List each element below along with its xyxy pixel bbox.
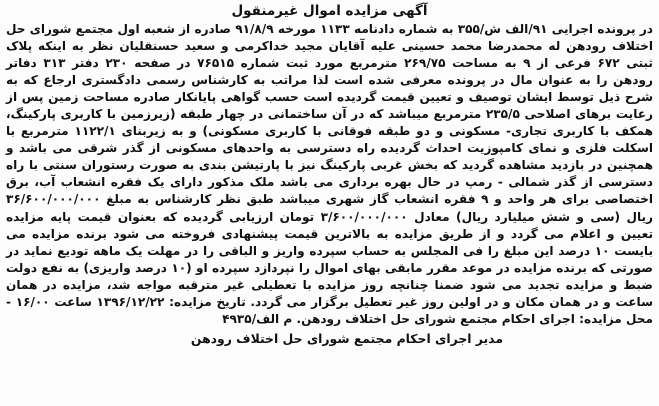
notice-body: در پرونده اجرایی ۹۱/الف ش/۳۵۵ به شماره دادنامه ۱۱۳۳ مورخه ۹۱/۸/۹ صادره از شعبه اول مجتمع شورای حل اختلاف رودهن له محمدرضا محمد حسینی علیه آقایان مجید خداکرمی و سعید حسنقلیان نظر به اینکه پلاک ثبتی ۶۷۲ فرعی از ۹ به مساحت ۲۶۹/۷۵ مترمربع مورد ثبت شماره ۷۶۵۱۵ در صفحه ۲۳۰ دفتر ۳۱۳ دفاتر رودهن را به عنوان مال در پرونده معرفی شده است لذا مراتب به کارشناس رسمی دادگستری ارجاع که به شرح ذیل توسط ایشان توصیف و تعیین قیمت گردیده است حسب گواهی پایانکار صادره مساحت زمین پس از رعایت برهای اصلاحی ۲۳۵/۵ مترمربع میباشد که در آن ساختمانی در چهار طبقه (زیرزمین با کاربری پارکینگ، همکف با کاربری تجاری- مسکونی و دو طبقه فوقانی با کاربری مسکونی) و به زیربنای ۱۱۲۲/۱ مترمربع با اسکلت فلزی و نمای کامپوزیت احداث گردیده راه دسترسی به واحدهای مسکونی از گذر شرقی می باشد و همچنین در بازدید مشاهده گردید که بخش غربی پارکینگ نیز با پارتیشن بندی به صورت رستوران سنتی با راه دسترسی از گذر شمالی - رمپ در حال بهره برداری می باشد ملک مذکور دارای یک فقره انشعاب آب، برق اختصاصی برای هر واحد و ۹ فقره انشعاب گاز شهری میباشد طبق نظر کارشناس به مبلغ ۳۶/۶۰۰/۰۰۰/۰۰۰ ریال (سی و شش میلیارد ریال) معادل ۳/۶۰۰/۰۰۰/۰۰۰ تومان ارزیابی گردیده که بعنوان قیمت پایه مزایده تعیین و اعلام می گردد و از طریق مزایده به بالاترین قیمت پیشنهادی فروخته می شود برنده مزایده می بایست ۱۰ درصد این مبلغ را فی المجلس به حساب سپرده واریز و الباقی را در مهلت یک ماهه تودیع نماید در صورتی که برنده مزایده در موعد مقرر مابقی بهای اموال را نپردازد سپرده او (۱۰ درصد واریزی) به نفع دولت ضبط و مزایده تجدید می شود ضمنا چنانچه روز مزایده با تعطیلی غیر مترقبه مواجه شد، مزایده در همان ساعت و در همان مکان و در اولین روز غیر تعطیل برگزار می گردد. تاریخ مزایده: ۱۳۹۶/۱۲/۲۲ ساعت ۱۶/۰۰ - محل مزایده: اجرای احکام مجتمع شورای حل اختلاف رودهن. م الف/۴۹۳۵: [6, 22, 654, 326]
notice-title: آگهی مزایده اموال غیرمنقول: [231, 3, 428, 19]
notice-signature: مدیر اجرای احکام مجتمع شورای حل اختلاف رودهن: [190, 330, 503, 346]
